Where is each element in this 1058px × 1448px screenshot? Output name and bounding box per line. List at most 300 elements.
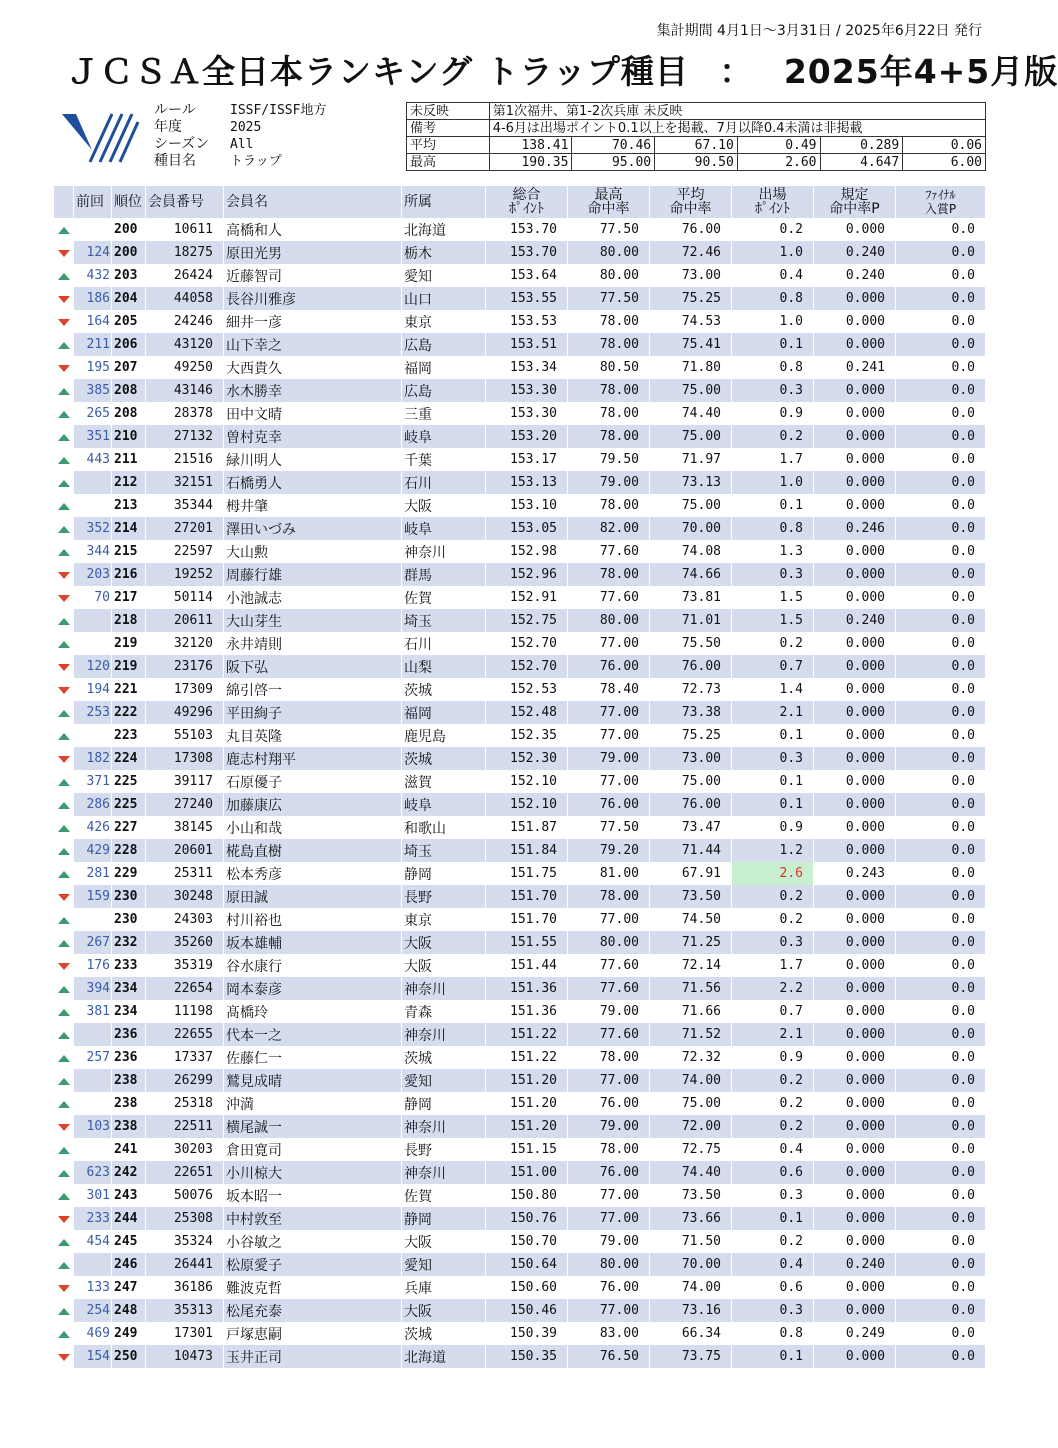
member-number: 32120 (146, 632, 224, 655)
rule-hit-rate-points: 0.000 (814, 540, 896, 563)
rank-down-icon (54, 1345, 74, 1368)
average-hit-rate: 75.00 (650, 770, 732, 793)
rank-down-icon (54, 954, 74, 977)
average-hit-rate: 67.91 (650, 862, 732, 885)
previous-rank (74, 1092, 112, 1115)
member-name: 椛島直樹 (224, 839, 402, 862)
header-final-points (896, 186, 986, 218)
rule-hit-rate-points: 0.000 (814, 1092, 896, 1115)
member-number: 26424 (146, 264, 224, 287)
final-prize-points: 0.0 (896, 586, 986, 609)
arrow-up-icon (58, 1078, 70, 1085)
rank-up-icon (54, 908, 74, 931)
member-number: 22511 (146, 1115, 224, 1138)
best-hit-rate: 79.00 (568, 1000, 650, 1023)
rule-hit-rate-points: 0.000 (814, 655, 896, 678)
rule-hit-rate-points: 0.240 (814, 241, 896, 264)
total-points: 152.10 (486, 770, 568, 793)
member-name: 沖満 (224, 1092, 402, 1115)
max-value: 95.00 (572, 154, 655, 171)
rank-up-icon (54, 1230, 74, 1253)
appearance-points: 0.1 (732, 724, 814, 747)
average-hit-rate: 73.16 (650, 1299, 732, 1322)
rank: 236 (112, 1023, 146, 1046)
prefecture: 北海道 (402, 218, 486, 241)
title-main: ＪＣＳＡ全日本ランキング トラップ種目 (66, 52, 689, 91)
rank: 217 (112, 586, 146, 609)
previous-rank: 133 (74, 1276, 112, 1299)
total-points: 153.70 (486, 218, 568, 241)
previous-rank: 120 (74, 655, 112, 678)
rule-hit-rate-points: 0.000 (814, 402, 896, 425)
appearance-points: 1.3 (732, 540, 814, 563)
member-name: 石橋勇人 (224, 471, 402, 494)
average-hit-rate: 75.00 (650, 379, 732, 402)
average-hit-rate: 70.00 (650, 517, 732, 540)
member-name: 松原愛子 (224, 1253, 402, 1276)
rank-down-icon (54, 287, 74, 310)
previous-rank: 203 (74, 563, 112, 586)
rule-hit-rate-points: 0.000 (814, 1046, 896, 1069)
average-hit-rate: 76.00 (650, 218, 732, 241)
total-points: 153.30 (486, 402, 568, 425)
member-number: 20601 (146, 839, 224, 862)
remark-label: 備考 (407, 120, 490, 137)
member-name: 松本秀彦 (224, 862, 402, 885)
table-row (54, 1092, 986, 1115)
average-value: 67.10 (655, 137, 738, 154)
member-name: 栂井肇 (224, 494, 402, 517)
header-best-rate (568, 186, 650, 218)
table-row (54, 494, 986, 517)
final-prize-points: 0.0 (896, 793, 986, 816)
table-row (54, 310, 986, 333)
appearance-points: 0.9 (732, 816, 814, 839)
event-value: トラップ (230, 154, 282, 169)
average-hit-rate: 72.32 (650, 1046, 732, 1069)
best-hit-rate: 78.00 (568, 885, 650, 908)
prefecture: 愛知 (402, 1069, 486, 1092)
total-points: 150.64 (486, 1253, 568, 1276)
average-hit-rate: 74.08 (650, 540, 732, 563)
member-name: 澤田いづみ (224, 517, 402, 540)
final-prize-points: 0.0 (896, 310, 986, 333)
member-number: 30248 (146, 885, 224, 908)
member-number: 35324 (146, 1230, 224, 1253)
prefecture: 大阪 (402, 494, 486, 517)
rule-hit-rate-points: 0.000 (814, 1069, 896, 1092)
final-prize-points: 0.0 (896, 287, 986, 310)
table-row (54, 563, 986, 586)
arrow-up-icon (58, 1308, 70, 1315)
arrow-up-icon (58, 342, 70, 349)
total-points: 152.35 (486, 724, 568, 747)
total-points: 152.70 (486, 655, 568, 678)
member-number: 22597 (146, 540, 224, 563)
rank: 245 (112, 1230, 146, 1253)
member-number: 49250 (146, 356, 224, 379)
final-prize-points: 0.0 (896, 1023, 986, 1046)
appearance-points: 0.1 (732, 333, 814, 356)
average-hit-rate: 75.00 (650, 1092, 732, 1115)
final-prize-points: 0.0 (896, 1345, 986, 1368)
arrow-up-icon (58, 779, 70, 786)
appearance-points: 0.2 (732, 1069, 814, 1092)
final-prize-points: 0.0 (896, 609, 986, 632)
rank-up-icon (54, 494, 74, 517)
member-name: 中村敦至 (224, 1207, 402, 1230)
total-points: 151.55 (486, 931, 568, 954)
previous-rank: 176 (74, 954, 112, 977)
best-hit-rate: 80.00 (568, 264, 650, 287)
prefecture: 千葉 (402, 448, 486, 471)
appearance-points: 2.1 (732, 1023, 814, 1046)
table-row (54, 1322, 986, 1345)
table-row (54, 1230, 986, 1253)
rank-up-icon (54, 839, 74, 862)
arrow-up-icon (58, 733, 70, 740)
member-name: 近藤智司 (224, 264, 402, 287)
total-points: 153.64 (486, 264, 568, 287)
arrow-up-icon (58, 227, 70, 234)
prefecture: 大阪 (402, 931, 486, 954)
member-number: 17309 (146, 678, 224, 701)
arrow-up-icon (58, 1170, 70, 1177)
member-number: 26299 (146, 1069, 224, 1092)
prefecture: 埼玉 (402, 839, 486, 862)
member-name: 高橋和人 (224, 218, 402, 241)
prefecture: 青森 (402, 1000, 486, 1023)
rule-hit-rate-points: 0.000 (814, 310, 896, 333)
rank: 246 (112, 1253, 146, 1276)
rank: 205 (112, 310, 146, 333)
prefecture: 東京 (402, 310, 486, 333)
rule-hit-rate-points: 0.000 (814, 1161, 896, 1184)
appearance-points: 0.2 (732, 1092, 814, 1115)
prefecture: 茨城 (402, 1046, 486, 1069)
rank: 229 (112, 862, 146, 885)
appearance-points: 0.6 (732, 1276, 814, 1299)
best-hit-rate: 77.50 (568, 218, 650, 241)
member-number: 30203 (146, 1138, 224, 1161)
total-points: 152.70 (486, 632, 568, 655)
appearance-points: 0.7 (732, 655, 814, 678)
header-name: 会員名 (224, 186, 402, 218)
member-number: 11198 (146, 1000, 224, 1023)
previous-rank: 154 (74, 1345, 112, 1368)
average-hit-rate: 71.52 (650, 1023, 732, 1046)
header-best-line1: 最高 (594, 187, 623, 203)
total-points: 151.87 (486, 816, 568, 839)
total-points: 150.46 (486, 1299, 568, 1322)
final-prize-points: 0.0 (896, 425, 986, 448)
total-points: 152.30 (486, 747, 568, 770)
previous-rank (74, 632, 112, 655)
member-name: 横尾誠一 (224, 1115, 402, 1138)
average-hit-rate: 71.56 (650, 977, 732, 1000)
prefecture: 神奈川 (402, 1161, 486, 1184)
appearance-points: 0.2 (732, 885, 814, 908)
previous-rank: 443 (74, 448, 112, 471)
rank-down-icon (54, 563, 74, 586)
rank-up-icon (54, 471, 74, 494)
rule-hit-rate-points: 0.000 (814, 793, 896, 816)
rank: 241 (112, 1138, 146, 1161)
total-points: 150.39 (486, 1322, 568, 1345)
previous-rank: 385 (74, 379, 112, 402)
max-value: 190.35 (489, 154, 572, 171)
best-hit-rate: 77.00 (568, 1299, 650, 1322)
rule-hit-rate-points: 0.000 (814, 678, 896, 701)
rank: 230 (112, 908, 146, 931)
rank: 221 (112, 678, 146, 701)
final-prize-points: 0.0 (896, 724, 986, 747)
rank-up-icon (54, 333, 74, 356)
average-hit-rate: 72.73 (650, 678, 732, 701)
rank: 225 (112, 793, 146, 816)
prefecture: 神奈川 (402, 1023, 486, 1046)
table-row (54, 977, 986, 1000)
final-prize-points: 0.0 (896, 1184, 986, 1207)
rank-down-icon (54, 655, 74, 678)
rank: 210 (112, 425, 146, 448)
final-prize-points: 0.0 (896, 839, 986, 862)
total-points: 153.10 (486, 494, 568, 517)
final-prize-points: 0.0 (896, 1276, 986, 1299)
rank-up-icon (54, 448, 74, 471)
table-row (54, 264, 986, 287)
rank-up-icon (54, 1046, 74, 1069)
member-number: 27240 (146, 793, 224, 816)
total-points: 151.20 (486, 1092, 568, 1115)
table-row (54, 1207, 986, 1230)
rank-up-icon (54, 1184, 74, 1207)
prefecture: 広島 (402, 333, 486, 356)
best-hit-rate: 77.60 (568, 1023, 650, 1046)
previous-rank: 469 (74, 1322, 112, 1345)
member-number: 28378 (146, 402, 224, 425)
header-rule-line2: 命中率P (829, 201, 880, 217)
final-prize-points: 0.0 (896, 264, 986, 287)
prefecture: 兵庫 (402, 1276, 486, 1299)
member-number: 35319 (146, 954, 224, 977)
appearance-points: 0.9 (732, 1046, 814, 1069)
appearance-points: 0.3 (732, 1184, 814, 1207)
total-points: 151.36 (486, 977, 568, 1000)
best-hit-rate: 77.00 (568, 1207, 650, 1230)
rule-hit-rate-points: 0.000 (814, 1207, 896, 1230)
appearance-points: 0.2 (732, 1115, 814, 1138)
rule-hit-rate-points: 0.243 (814, 862, 896, 885)
member-name: 代本一之 (224, 1023, 402, 1046)
best-hit-rate: 78.00 (568, 402, 650, 425)
previous-rank: 267 (74, 931, 112, 954)
member-number: 50076 (146, 1184, 224, 1207)
table-row (54, 1253, 986, 1276)
arrow-up-icon (58, 273, 70, 280)
best-hit-rate: 77.00 (568, 632, 650, 655)
rank-up-icon (54, 724, 74, 747)
rank-up-icon (54, 1023, 74, 1046)
previous-rank (74, 724, 112, 747)
best-hit-rate: 78.00 (568, 310, 650, 333)
header-appear-line1: 出場 (758, 187, 787, 203)
final-prize-points: 0.0 (896, 1161, 986, 1184)
appearance-points: 1.2 (732, 839, 814, 862)
appearance-points: 2.2 (732, 977, 814, 1000)
member-number: 49296 (146, 701, 224, 724)
appearance-points: 0.2 (732, 632, 814, 655)
appearance-points: 1.7 (732, 448, 814, 471)
previous-rank (74, 471, 112, 494)
final-prize-points: 0.0 (896, 1207, 986, 1230)
final-prize-points: 0.0 (896, 954, 986, 977)
table-row (54, 448, 986, 471)
member-name: 鹿志村翔平 (224, 747, 402, 770)
final-prize-points: 0.0 (896, 1115, 986, 1138)
best-hit-rate: 79.20 (568, 839, 650, 862)
best-hit-rate: 80.00 (568, 1253, 650, 1276)
best-hit-rate: 77.00 (568, 770, 650, 793)
prefecture: 大阪 (402, 1230, 486, 1253)
table-row (54, 678, 986, 701)
header-avg-line2: 命中率 (669, 201, 712, 217)
previous-rank: 254 (74, 1299, 112, 1322)
max-value: 90.50 (655, 154, 738, 171)
average-hit-rate: 71.97 (650, 448, 732, 471)
max-value: 2.60 (737, 154, 820, 171)
table-row (54, 1299, 986, 1322)
average-hit-rate: 73.00 (650, 264, 732, 287)
member-name: 加藤康広 (224, 793, 402, 816)
member-name: 髙橋玲 (224, 1000, 402, 1023)
previous-rank: 186 (74, 287, 112, 310)
rank-up-icon (54, 1253, 74, 1276)
member-number: 50114 (146, 586, 224, 609)
table-row (54, 1138, 986, 1161)
arrow-down-icon (58, 687, 70, 694)
table-row (54, 241, 986, 264)
rank: 212 (112, 471, 146, 494)
member-number: 24246 (146, 310, 224, 333)
rank-up-icon (54, 1000, 74, 1023)
best-hit-rate: 79.00 (568, 1115, 650, 1138)
prefecture: 山口 (402, 287, 486, 310)
appearance-points: 2.1 (732, 701, 814, 724)
appearance-points: 0.3 (732, 379, 814, 402)
rank-down-icon (54, 678, 74, 701)
member-name: 大西貴久 (224, 356, 402, 379)
best-hit-rate: 77.50 (568, 816, 650, 839)
member-name: 村川裕也 (224, 908, 402, 931)
best-hit-rate: 76.00 (568, 1276, 650, 1299)
rank: 238 (112, 1115, 146, 1138)
rank: 250 (112, 1345, 146, 1368)
member-number: 17301 (146, 1322, 224, 1345)
rule-hit-rate-points: 0.000 (814, 471, 896, 494)
table-row (54, 1069, 986, 1092)
rule-hit-rate-points: 0.000 (814, 494, 896, 517)
appearance-points: 0.8 (732, 1322, 814, 1345)
header-total-points (486, 186, 568, 218)
member-name: 小山和哉 (224, 816, 402, 839)
rank: 232 (112, 931, 146, 954)
prefecture: 北海道 (402, 1345, 486, 1368)
total-points: 151.00 (486, 1161, 568, 1184)
average-hit-rate: 73.13 (650, 471, 732, 494)
total-points: 152.91 (486, 586, 568, 609)
jcsa-logo (62, 110, 138, 166)
appearance-points: 0.1 (732, 1345, 814, 1368)
average-hit-rate: 66.34 (650, 1322, 732, 1345)
rule-hit-rate-points: 0.000 (814, 908, 896, 931)
final-prize-points: 0.0 (896, 448, 986, 471)
best-hit-rate: 77.00 (568, 1069, 650, 1092)
total-points: 152.75 (486, 609, 568, 632)
rank: 242 (112, 1161, 146, 1184)
rank: 249 (112, 1322, 146, 1345)
average-hit-rate: 71.80 (650, 356, 732, 379)
arrow-up-icon (58, 1101, 70, 1108)
total-points: 152.98 (486, 540, 568, 563)
final-prize-points: 0.0 (896, 908, 986, 931)
prefecture: 神奈川 (402, 540, 486, 563)
table-row (54, 517, 986, 540)
table-row (54, 333, 986, 356)
rule-hit-rate-points: 0.000 (814, 1000, 896, 1023)
member-name: 戸塚恵嗣 (224, 1322, 402, 1345)
total-points: 150.70 (486, 1230, 568, 1253)
member-name: 佐藤仁一 (224, 1046, 402, 1069)
prefecture: 和歌山 (402, 816, 486, 839)
previous-rank: 124 (74, 241, 112, 264)
best-hit-rate: 80.00 (568, 241, 650, 264)
member-name: 緑川明人 (224, 448, 402, 471)
previous-rank: 233 (74, 1207, 112, 1230)
table-row (54, 908, 986, 931)
final-prize-points: 0.0 (896, 747, 986, 770)
arrow-up-icon (58, 480, 70, 487)
final-prize-points: 0.0 (896, 931, 986, 954)
arrow-up-icon (58, 618, 70, 625)
appearance-points: 1.5 (732, 586, 814, 609)
table-row (54, 1046, 986, 1069)
arrow-up-icon (58, 710, 70, 717)
prefecture: 佐賀 (402, 586, 486, 609)
best-hit-rate: 77.50 (568, 287, 650, 310)
member-number: 21516 (146, 448, 224, 471)
member-number: 26441 (146, 1253, 224, 1276)
member-name: 難波克哲 (224, 1276, 402, 1299)
previous-rank (74, 1138, 112, 1161)
appearance-points: 0.1 (732, 494, 814, 517)
previous-rank: 281 (74, 862, 112, 885)
prefecture: 三重 (402, 402, 486, 425)
appearance-points: 0.3 (732, 747, 814, 770)
member-name: 岡本泰彦 (224, 977, 402, 1000)
issue-period: 集計期間 4月1日～3月31日 / 2025年6月22日 発行 (656, 23, 982, 39)
prefecture: 岐阜 (402, 793, 486, 816)
appearance-points: 0.2 (732, 218, 814, 241)
rank-up-icon (54, 793, 74, 816)
rule-hit-rate-points: 0.000 (814, 701, 896, 724)
final-prize-points: 0.0 (896, 977, 986, 1000)
final-prize-points: 0.0 (896, 540, 986, 563)
final-prize-points: 0.0 (896, 1322, 986, 1345)
header-rule-rate-points (814, 186, 896, 218)
previous-rank: 257 (74, 1046, 112, 1069)
best-hit-rate: 77.00 (568, 1184, 650, 1207)
